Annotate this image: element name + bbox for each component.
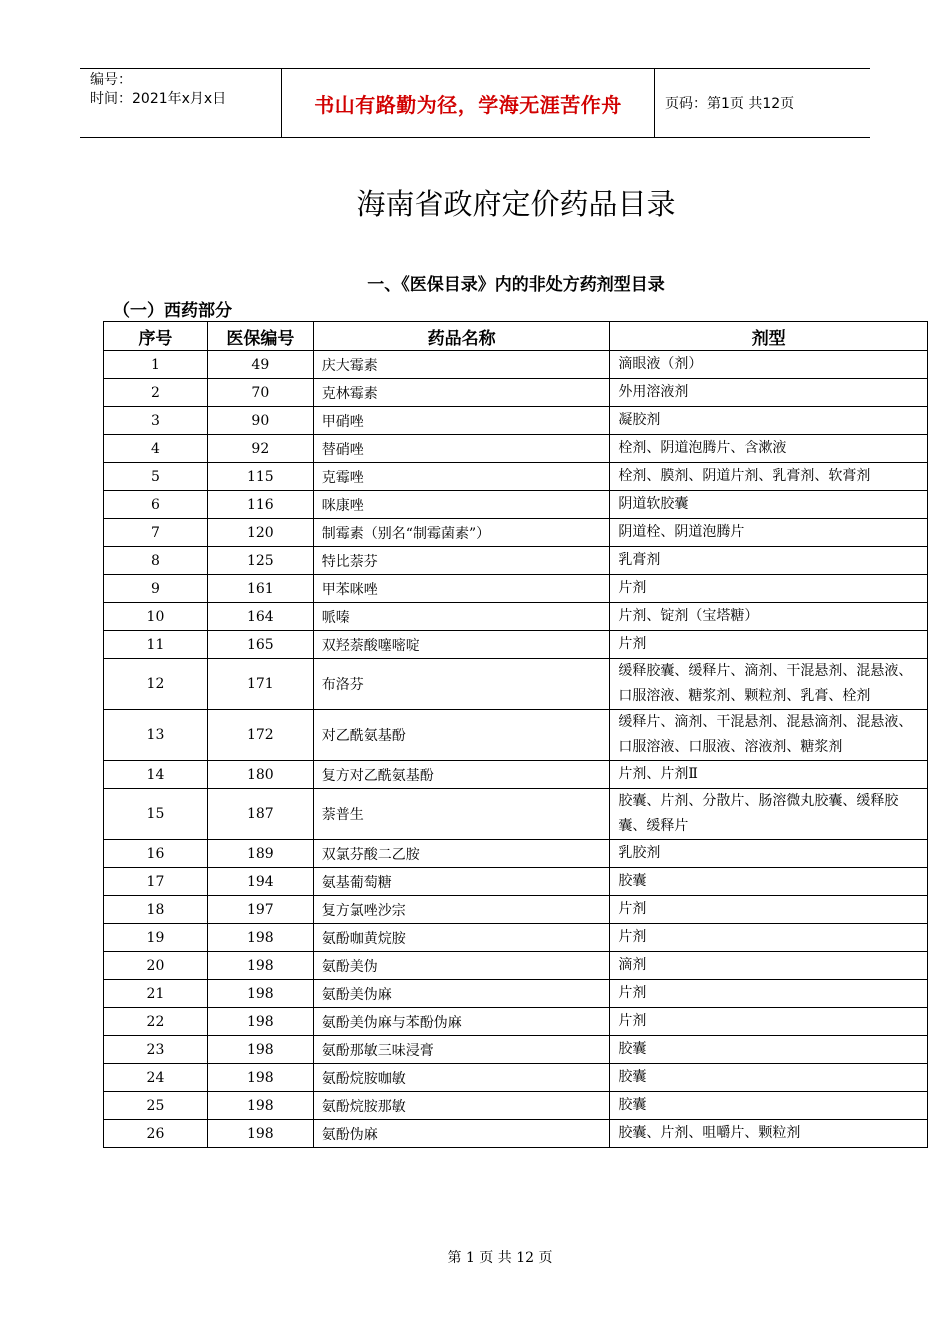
cell-drug-name: 哌嗪 — [313, 603, 610, 631]
header-cell-drug-name: 药品名称 — [313, 322, 610, 351]
cell-insurance-code: 172 — [207, 710, 313, 761]
cell-drug-name: 替硝唑 — [313, 435, 610, 463]
table-row — [104, 351, 928, 379]
table-row — [104, 840, 928, 868]
table-row — [104, 761, 928, 789]
cell-dosage-form: 片剂 — [610, 896, 928, 924]
cell-insurance-code: 90 — [207, 407, 313, 435]
cell-index: 8 — [104, 547, 208, 575]
cell-drug-name: 双氯芬酸二乙胺 — [313, 840, 610, 868]
table-row — [104, 603, 928, 631]
cell-index: 2 — [104, 379, 208, 407]
cell-drug-name: 氨酚伪麻 — [313, 1120, 610, 1148]
cell-drug-name: 氨酚美伪麻与苯酚伪麻 — [313, 1008, 610, 1036]
cell-insurance-code: 198 — [207, 1120, 313, 1148]
cell-index: 13 — [104, 710, 208, 761]
cell-dosage-form: 胶囊 — [610, 1036, 928, 1064]
cell-dosage-form: 缓释片、滴剂、干混悬剂、混悬滴剂、混悬液、口服溶液、口服液、溶液剂、糖浆剂 — [610, 710, 928, 761]
table-row — [104, 463, 928, 491]
table-row — [104, 1064, 928, 1092]
page-footer: 第 1 页 共 12 页 — [447, 1250, 553, 1266]
header-page-info: 页码：第1页 共12页 — [665, 96, 795, 112]
document-number-label: 编号： — [90, 72, 132, 88]
cell-drug-name: 特比萘芬 — [313, 547, 610, 575]
cell-insurance-code: 125 — [207, 547, 313, 575]
cell-dosage-form: 片剂 — [610, 924, 928, 952]
cell-index: 14 — [104, 761, 208, 789]
table-row — [104, 519, 928, 547]
cell-insurance-code: 198 — [207, 924, 313, 952]
cell-drug-name: 复方氯唑沙宗 — [313, 896, 610, 924]
header-motto: 书山有路勤为径，学海无涯苦作舟 — [314, 92, 622, 117]
cell-insurance-code: 171 — [207, 659, 313, 710]
cell-index: 7 — [104, 519, 208, 547]
table-row — [104, 980, 928, 1008]
table-row — [104, 659, 928, 710]
cell-insurance-code: 180 — [207, 761, 313, 789]
cell-index: 26 — [104, 1120, 208, 1148]
cell-index: 11 — [104, 631, 208, 659]
table-row — [104, 435, 928, 463]
cell-drug-name: 克林霉素 — [313, 379, 610, 407]
cell-dosage-form: 乳膏剂 — [610, 547, 928, 575]
cell-index: 3 — [104, 407, 208, 435]
cell-index: 23 — [104, 1036, 208, 1064]
cell-insurance-code: 198 — [207, 1008, 313, 1036]
cell-insurance-code: 198 — [207, 1064, 313, 1092]
cell-dosage-form: 凝胶剂 — [610, 407, 928, 435]
cell-drug-name: 甲苯咪唑 — [313, 575, 610, 603]
cell-drug-name: 克霉唑 — [313, 463, 610, 491]
cell-insurance-code: 189 — [207, 840, 313, 868]
cell-index: 15 — [104, 789, 208, 840]
cell-drug-name: 庆大霉素 — [313, 351, 610, 379]
cell-dosage-form: 片剂、片剂Ⅱ — [610, 761, 928, 789]
header-cell-insurance-code: 医保编号 — [207, 322, 313, 351]
table-row — [104, 924, 928, 952]
cell-dosage-form: 胶囊 — [610, 868, 928, 896]
cell-insurance-code: 115 — [207, 463, 313, 491]
cell-index: 20 — [104, 952, 208, 980]
cell-index: 10 — [104, 603, 208, 631]
cell-index: 16 — [104, 840, 208, 868]
cell-index: 22 — [104, 1008, 208, 1036]
cell-drug-name: 双羟萘酸噻嘧啶 — [313, 631, 610, 659]
subsection-title: （一）西药部分 — [113, 301, 232, 321]
cell-insurance-code: 120 — [207, 519, 313, 547]
cell-index: 21 — [104, 980, 208, 1008]
cell-drug-name: 甲硝唑 — [313, 407, 610, 435]
cell-insurance-code: 198 — [207, 952, 313, 980]
page-header — [80, 68, 870, 138]
cell-drug-name: 氨酚美伪 — [313, 952, 610, 980]
cell-insurance-code: 161 — [207, 575, 313, 603]
section-title: 一、《医保目录》内的非处方药剂型目录 — [367, 275, 665, 295]
cell-insurance-code: 49 — [207, 351, 313, 379]
cell-dosage-form: 缓释胶囊、缓释片、滴剂、干混悬剂、混悬液、口服溶液、糖浆剂、颗粒剂、乳膏、栓剂 — [610, 659, 928, 710]
cell-index: 6 — [104, 491, 208, 519]
cell-dosage-form: 阴道栓、阴道泡腾片 — [610, 519, 928, 547]
cell-dosage-form: 阴道软胶囊 — [610, 491, 928, 519]
cell-dosage-form: 胶囊、片剂、咀嚼片、颗粒剂 — [610, 1120, 928, 1148]
cell-insurance-code: 187 — [207, 789, 313, 840]
header-motto-cell — [282, 69, 655, 137]
table-body — [104, 351, 928, 1148]
cell-insurance-code: 92 — [207, 435, 313, 463]
cell-dosage-form: 胶囊 — [610, 1064, 928, 1092]
table-row — [104, 896, 928, 924]
table-row — [104, 710, 928, 761]
cell-insurance-code: 116 — [207, 491, 313, 519]
cell-drug-name: 氨酚咖黄烷胺 — [313, 924, 610, 952]
table-row — [104, 379, 928, 407]
cell-drug-name: 制霉素（别名“制霉菌素”） — [313, 519, 610, 547]
cell-index: 19 — [104, 924, 208, 952]
cell-insurance-code: 198 — [207, 980, 313, 1008]
cell-dosage-form: 栓剂、阴道泡腾片、含漱液 — [610, 435, 928, 463]
cell-drug-name: 氨基葡萄糖 — [313, 868, 610, 896]
cell-drug-name: 复方对乙酰氨基酚 — [313, 761, 610, 789]
table-row — [104, 1092, 928, 1120]
cell-dosage-form: 胶囊 — [610, 1092, 928, 1120]
table-row — [104, 575, 928, 603]
table-row — [104, 631, 928, 659]
cell-dosage-form: 乳胶剂 — [610, 840, 928, 868]
table-row — [104, 1008, 928, 1036]
cell-drug-name: 氨酚烷胺咖敏 — [313, 1064, 610, 1092]
header-meta — [80, 69, 282, 137]
cell-dosage-form: 片剂 — [610, 980, 928, 1008]
cell-insurance-code: 197 — [207, 896, 313, 924]
cell-index: 24 — [104, 1064, 208, 1092]
cell-dosage-form: 片剂 — [610, 1008, 928, 1036]
cell-index: 4 — [104, 435, 208, 463]
table-row — [104, 407, 928, 435]
table-row — [104, 491, 928, 519]
cell-dosage-form: 片剂、锭剂（宝塔糖） — [610, 603, 928, 631]
cell-drug-name: 布洛芬 — [313, 659, 610, 710]
cell-dosage-form: 栓剂、膜剂、阴道片剂、乳膏剂、软膏剂 — [610, 463, 928, 491]
document-date-label: 时间：2021年x月x日 — [90, 91, 227, 107]
table-row — [104, 1120, 928, 1148]
cell-dosage-form: 外用溶液剂 — [610, 379, 928, 407]
table-row — [104, 547, 928, 575]
cell-insurance-code: 198 — [207, 1036, 313, 1064]
header-cell-index: 序号 — [104, 322, 208, 351]
cell-dosage-form: 片剂 — [610, 575, 928, 603]
header-cell-dosage-form: 剂型 — [610, 322, 928, 351]
table-row — [104, 868, 928, 896]
cell-insurance-code: 70 — [207, 379, 313, 407]
table-row — [104, 1036, 928, 1064]
cell-index: 12 — [104, 659, 208, 710]
cell-insurance-code: 194 — [207, 868, 313, 896]
cell-drug-name: 萘普生 — [313, 789, 610, 840]
cell-dosage-form: 滴剂 — [610, 952, 928, 980]
cell-index: 25 — [104, 1092, 208, 1120]
cell-index: 9 — [104, 575, 208, 603]
cell-dosage-form: 片剂 — [610, 631, 928, 659]
cell-dosage-form: 滴眼液（剂） — [610, 351, 928, 379]
cell-drug-name: 咪康唑 — [313, 491, 610, 519]
cell-insurance-code: 198 — [207, 1092, 313, 1120]
cell-drug-name: 对乙酰氨基酚 — [313, 710, 610, 761]
cell-dosage-form: 胶囊、片剂、分散片、肠溶微丸胶囊、缓释胶囊、缓释片 — [610, 789, 928, 840]
cell-drug-name: 氨酚烷胺那敏 — [313, 1092, 610, 1120]
cell-drug-name: 氨酚美伪麻 — [313, 980, 610, 1008]
cell-insurance-code: 165 — [207, 631, 313, 659]
table-row — [104, 789, 928, 840]
cell-index: 18 — [104, 896, 208, 924]
cell-index: 5 — [104, 463, 208, 491]
cell-index: 1 — [104, 351, 208, 379]
cell-insurance-code: 164 — [207, 603, 313, 631]
document-title: 海南省政府定价药品目录 — [356, 187, 676, 221]
cell-drug-name: 氨酚那敏三味浸膏 — [313, 1036, 610, 1064]
cell-index: 17 — [104, 868, 208, 896]
table-row — [104, 952, 928, 980]
table-header-row — [104, 322, 928, 351]
drug-table — [103, 321, 928, 1148]
